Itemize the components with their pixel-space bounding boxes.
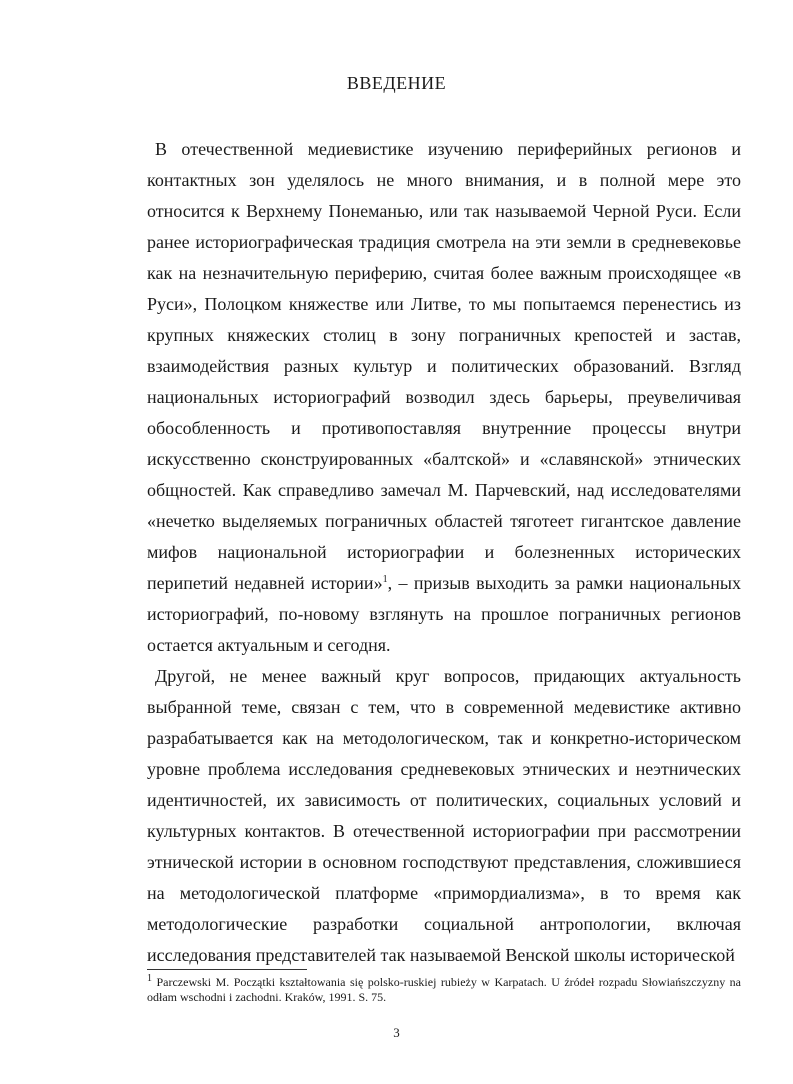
- body-text: [147, 134, 741, 971]
- footnote-reference: 1: [382, 574, 388, 585]
- page-title: ВВЕДЕНИЕ: [346, 73, 447, 93]
- paragraph-2: Другой, не менее важный круг вопросов, придающих актуальность выбранной теме, связан с тем, что в современной медевистике активно разрабатывается как на методологическом, так и конкретно-историческом уровне проблема исследования средневековых этнических и неэтнических идентичностей, их зависимость от политических, социальных условий и культурных контактов. В отечественной историографии при рассмотрении этнической истории в основном господствуют представления, сложившиеся на методологической платформе «примордиализма», в то время как методологические разработки социальной антропологии, включая исследования представителей так называемой Венской школы исторической: [147, 666, 741, 965]
- footnote: [147, 975, 741, 1005]
- paragraph-1-continuation: , – призыв выходить за рамки национальных историографий, по-новому взглянуть на прошлое пограничных регионов остается актуальным и сегодня.: [147, 573, 742, 655]
- page-number: 3: [393, 1025, 400, 1040]
- footnote-divider: [147, 969, 307, 970]
- paragraph-1: [147, 134, 741, 661]
- paragraph-1-text: В отечественной медиевистике изучению периферийных регионов и контактных зон уделялось не много внимания, и в полной мере это относится к Верхнему Понеманью, или так называемой Черной Руси. Если ранее историографическая традиция смотрела на эти земли в средневековье как на незначительную периферию, считая более важным происходящее «в Руси», Полоцком княжестве или Литве, то мы попытаемся перенестись из крупных княжеских столиц в зону пограничных крепостей и застав, взаимодействия разных культур и политических образований. Взгляд национальных историографий возводил здесь барьеры, преувеличивая обособленность и противопоставляя внутренние процессы внутри искусственно сконструированных «балтской» и «славянской» этнических общностей. Как справедливо замечал М. Парчевский, над исследователями «нечетко выделяемых пограничных областей тяготеет гигантское давление мифов национальной историографии и болезненных исторических перипетий недавней истории»: [147, 139, 741, 593]
- footnote-number: 1: [147, 973, 152, 984]
- footnote-text: Parczewski M. Początki kształtowania się polsko-ruskiej rubieży w Karpatach. U źródeł rozpadu Słowiańszczyzny na odłam wschodni i zachodni. Kraków, 1991. S. 75.: [147, 975, 742, 1004]
